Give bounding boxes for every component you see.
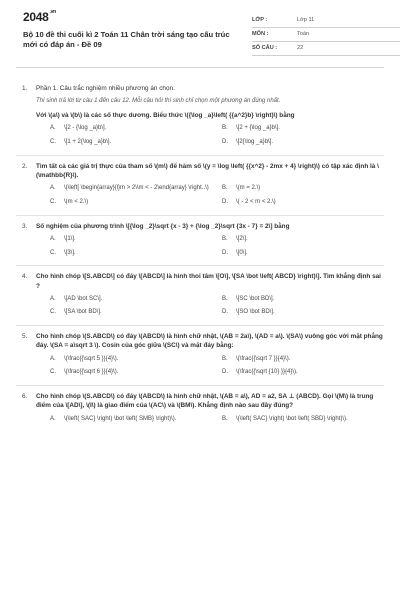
question-number: 5. xyxy=(22,333,28,341)
option-text: \[SC \bot BD\]. xyxy=(236,295,275,302)
option-a[interactable] xyxy=(50,355,212,364)
option-letter: B. xyxy=(222,355,228,362)
option-letter: B. xyxy=(222,415,228,422)
option-letter: C. xyxy=(50,138,56,145)
option-text: \[AD \bot SC\]. xyxy=(64,295,103,302)
option-b[interactable] xyxy=(222,355,384,364)
option-c[interactable] xyxy=(50,249,212,258)
question xyxy=(16,216,384,267)
option-d[interactable] xyxy=(222,198,384,207)
option-b[interactable] xyxy=(222,184,384,193)
exam-title: Bộ 10 đề thi cuối kì 2 Toán 11 Chân trời sáng tạo cấu trúc mới có đáp án - Đề 09 xyxy=(23,30,230,49)
option-letter: B. xyxy=(222,185,228,192)
question-text: Với \(a\) và \(b\) là các số thực dương. Biểu thức \({\log _a}\left( {{a^2}b} \right)\) bằng xyxy=(36,111,295,119)
option-d[interactable] xyxy=(222,138,384,147)
option-c[interactable] xyxy=(50,198,212,207)
option-d[interactable] xyxy=(222,308,384,317)
question-text: Cho hình chóp \(S.ABCD\) có đáy \(ABCD\) là hình chữ nhật, \(AB = a\), AD = a2, SA ⊥ (ABCD). Gọi \(M\) là trung điểm của \[AD\], \(I\) là giao điểm của \(AC\) và \(BM\). Khẳng định nào sau đây đúng? xyxy=(36,393,374,410)
option-text: \[1 + 2{\log _a}b\]. xyxy=(64,138,112,145)
option-text: \(\left( SAC} \right) \bot \left( SMB} \right)\). xyxy=(64,415,177,422)
option-letter: A. xyxy=(50,355,56,362)
option-text: \(\left( SAC} \right) \bot \left( SBD} \right)\). xyxy=(236,415,348,422)
question-number: 6. xyxy=(22,393,28,401)
part-title: Phần 1. Câu trắc nghiệm nhiều phương án chọn. xyxy=(36,85,175,92)
option-a[interactable] xyxy=(50,235,212,244)
option-text: \[3\]. xyxy=(64,249,76,256)
option-text: \(m = 2.\) xyxy=(236,185,261,192)
document-header xyxy=(16,0,384,68)
option-text: \[2\]. xyxy=(236,235,248,242)
option-letter: D. xyxy=(222,198,228,205)
options xyxy=(36,415,384,424)
option-text: \(\left[ \begin{array}{l}m > 2\\m < - 2\end{array} \right..\) xyxy=(64,185,209,192)
options xyxy=(36,124,384,146)
options xyxy=(36,184,384,206)
option-text: \[2{\log _a}b\]. xyxy=(236,138,274,145)
option-letter: B. xyxy=(222,125,228,132)
option-letter: A. xyxy=(50,185,56,192)
meta-label: SỐ CÂU : xyxy=(252,45,278,52)
instruction: Thí sinh trả lời từ câu 1 đến câu 12. Mỗi câu hỏi thí sinh chỉ chọn một phương án đúng nhất. xyxy=(36,98,281,105)
meta-row-class xyxy=(252,14,400,28)
option-b[interactable] xyxy=(222,415,384,424)
question xyxy=(16,386,384,431)
option-text: \[0\]. xyxy=(236,249,248,256)
option-letter: A. xyxy=(50,415,56,422)
option-letter: C. xyxy=(50,198,56,205)
options xyxy=(36,295,384,317)
option-text: \(\frac{{\sqrt 7 }}{4}\). xyxy=(236,355,291,362)
site-logo[interactable] xyxy=(23,9,56,26)
question xyxy=(16,266,384,326)
option-letter: C. xyxy=(50,369,56,376)
meta-value: 22 xyxy=(297,45,304,52)
question-number: 4. xyxy=(22,273,28,281)
logo-suffix: .vn xyxy=(49,9,56,15)
option-letter: C. xyxy=(50,249,56,256)
option-letter: D. xyxy=(222,138,228,145)
option-a[interactable] xyxy=(50,295,212,304)
option-text: \( - 2 < m < 2.\) xyxy=(236,198,276,205)
option-c[interactable] xyxy=(50,138,212,147)
option-b[interactable] xyxy=(222,295,384,304)
question-text: Cho hình chóp \[S.ABCD\] có đáy \[ABCD\] là hình thoi tâm \[O\], \[SA \bot \left( ABCD} \right)\]. Tìm khẳng định sai ? xyxy=(36,273,381,290)
question-number: 2. xyxy=(22,162,28,170)
option-text: \(\frac{{\sqrt 5 }}{4}\). xyxy=(64,355,119,362)
question-number: 3. xyxy=(22,222,28,230)
question-text: Tìm tất cả các giá trị thực của tham số \(m\) để hàm số \(y = \log \left( {{x^2} - 2mx + 4} \right)\) có tập xác định là \(\mathbb{R}\). xyxy=(36,162,379,179)
option-letter: D. xyxy=(222,249,228,256)
question xyxy=(16,326,384,386)
question xyxy=(16,78,384,156)
option-letter: B. xyxy=(222,295,228,302)
option-text: \(\frac{{\sqrt 6 }}{4}\). xyxy=(64,369,119,376)
option-letter: A. xyxy=(50,235,56,242)
option-text: \[1\]. xyxy=(64,235,76,242)
option-b[interactable] xyxy=(222,235,384,244)
meta-row-subject xyxy=(252,28,400,42)
option-text: \(m < 2.\) xyxy=(64,198,89,205)
option-a[interactable] xyxy=(50,415,212,424)
question-number: 1. xyxy=(22,85,28,92)
option-c[interactable] xyxy=(50,308,212,317)
question xyxy=(16,156,384,216)
exam-meta xyxy=(252,14,400,56)
options xyxy=(36,235,384,257)
option-letter: D. xyxy=(222,309,228,316)
option-text: \[2 + {\log _a}b\]. xyxy=(236,125,280,132)
meta-value: Lớp 11 xyxy=(297,17,315,24)
meta-label: LỚP : xyxy=(252,17,268,24)
option-text: \[2 - {\log _a}b\]. xyxy=(64,125,107,132)
question-text: Cho hình chóp \(S.ABCD\) có đáy \(ABCD\) là hình chữ nhật, \(AB = 2a\), \(AD = a\). \(SA\) vuông góc với mặt phẳng đáy. \(SA = a\sqrt 3 \). Cosin của góc giữa \(SC\) và mặt đáy bằng: xyxy=(36,333,383,350)
logo-text: 2048 xyxy=(23,10,49,24)
meta-row-count xyxy=(252,42,400,56)
question-list xyxy=(16,68,384,431)
option-letter: B. xyxy=(222,235,228,242)
option-a[interactable] xyxy=(50,184,212,193)
meta-value: Toán xyxy=(297,31,310,38)
meta-label: MÔN : xyxy=(252,31,269,38)
option-text: \(\frac{{\sqrt {10} }}{4}\). xyxy=(236,369,298,376)
option-b[interactable] xyxy=(222,124,384,133)
option-letter: A. xyxy=(50,125,56,132)
option-letter: C. xyxy=(50,309,56,316)
option-text: \[SA \bot BD\]. xyxy=(64,309,102,316)
option-c[interactable] xyxy=(50,368,212,377)
option-d[interactable] xyxy=(222,368,384,377)
option-letter: A. xyxy=(50,295,56,302)
options xyxy=(36,355,384,377)
option-letter: D. xyxy=(222,369,228,376)
question-text: Số nghiệm của phương trình \[{\log _2}\sqrt {x - 3} + {\log _2}\sqrt {3x - 7} = 2\] bằng xyxy=(36,222,290,230)
option-d[interactable] xyxy=(222,249,384,258)
option-a[interactable] xyxy=(50,124,212,133)
option-text: \[SO \bot BD\]. xyxy=(236,309,275,316)
